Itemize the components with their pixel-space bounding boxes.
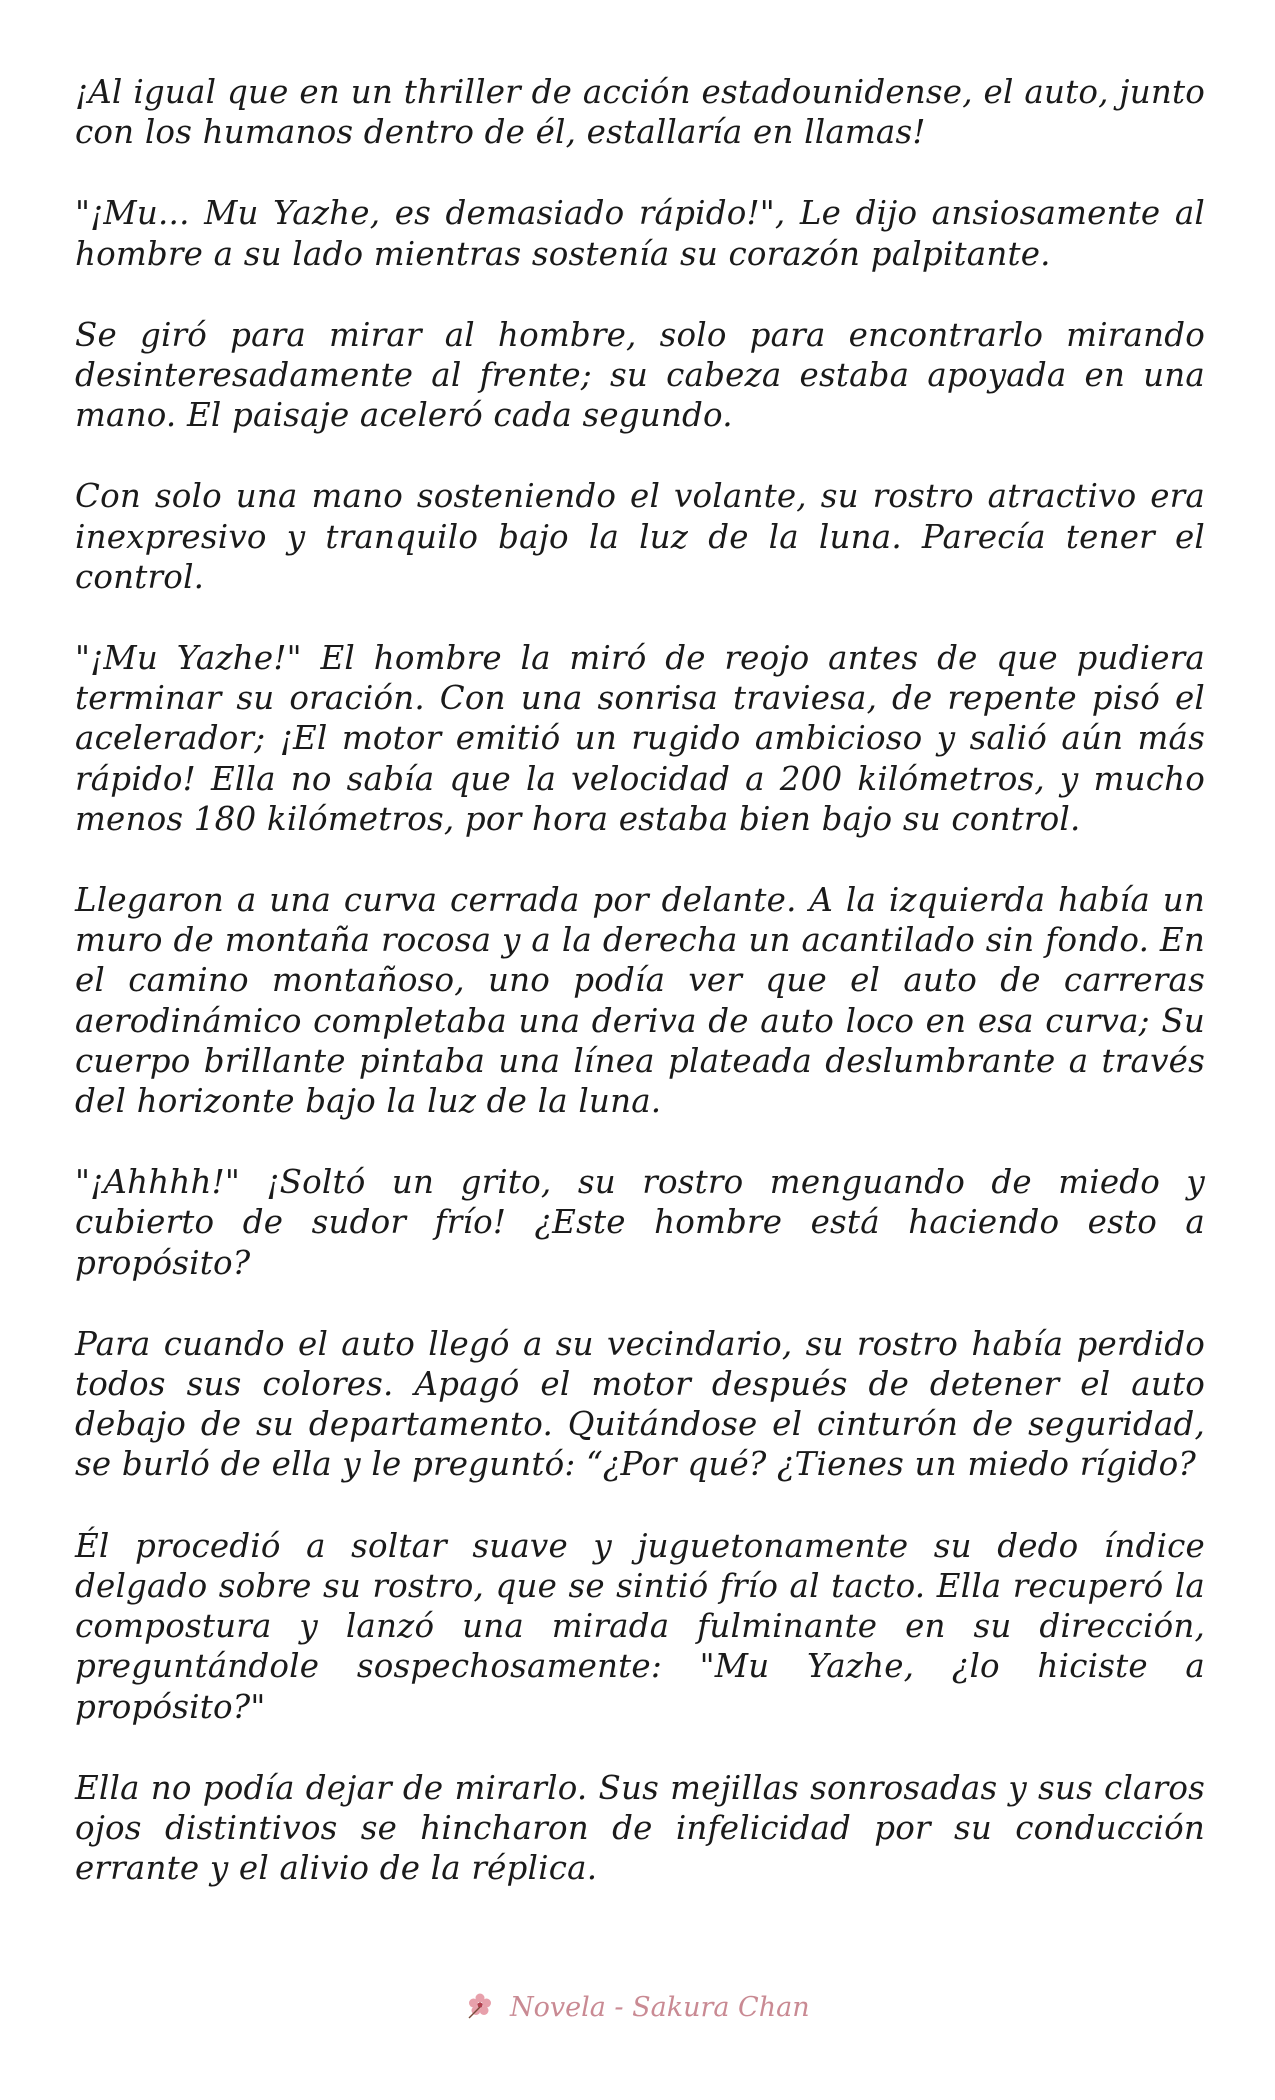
paragraph-6: Llegaron a una curva cerrada por delante. A la izquierda había un muro de montaña rocosa y a la derecha un acantilado sin fondo. En el camino montañoso, uno podía ver que el auto de carreras aerodinámico completaba una deriva de auto loco en esa curva; Su cuerpo brillante pintaba una línea plateada deslumbrante a través del horizonte bajo la luz de la luna. xyxy=(75,881,1205,1121)
paragraph-8: Para cuando el auto llegó a su vecindario, su rostro había perdido todos sus colores. Apagó el motor después de detener el auto debajo de su departamento. Quitándose el cinturón de seguridad, se burló de ella y le preguntó: “¿Por qué? ¿Tienes un miedo rígido? xyxy=(75,1324,1205,1484)
paragraph-5: "¡Mu Yazhe!" El hombre la miró de reojo antes de que pudiera terminar su oración. Con una sonrisa traviesa, de repente pisó el acelerador; ¡El motor emitió un rugido ambicioso y salió aún más rápido! Ella no sabía que la velocidad a 200 kilómetros, y mucho menos 180 kilómetros, por hora estaba bien bajo su control. xyxy=(75,639,1205,838)
paragraph-1: ¡Al igual que en un thriller de acción estadounidense, el auto, junto con los humanos dentro de él, estallaría en llamas! xyxy=(75,73,1205,152)
paragraph-7: "¡Ahhhh!" ¡Soltó un grito, su rostro menguando de miedo y cubierto de sudor frío! ¿Este hombre está haciendo esto a propósito? xyxy=(75,1163,1205,1282)
paragraph-2: "¡Mu... Mu Yazhe, es demasiado rápido!", Le dijo ansiosamente al hombre a su lado mientras sostenía su corazón palpitante. xyxy=(75,194,1205,273)
footer-text: Novela - Sakura Chan xyxy=(509,1992,810,2023)
footer-watermark xyxy=(0,1990,1275,2023)
document-body xyxy=(75,72,1205,1929)
paragraph-3: Se giró para mirar al hombre, solo para encontrarlo mirando desinteresadamente al frente; su cabeza estaba apoyada en una mano. El paisaje aceleró cada segundo. xyxy=(75,315,1205,435)
paragraph-4: Con solo una mano sosteniendo el volante, su rostro atractivo era inexpresivo y tranquilo bajo la luz de la luna. Parecía tener el control. xyxy=(75,477,1205,596)
sakura-flower-icon xyxy=(465,1990,495,2020)
paragraph-9: Él procedió a soltar suave y juguetonamente su dedo índice delgado sobre su rostro, que se sintió frío al tacto. Ella recuperó la compostura y lanzó una mirada fulminante en su dirección, preguntándole sospechosamente: "Mu Yazhe, ¿lo hiciste a propósito?" xyxy=(75,1526,1205,1726)
paragraph-10: Ella no podía dejar de mirarlo. Sus mejillas sonrosadas y sus claros ojos distintivos se hincharon de infelicidad por su conducción errante y el alivio de la réplica. xyxy=(75,1768,1205,1888)
